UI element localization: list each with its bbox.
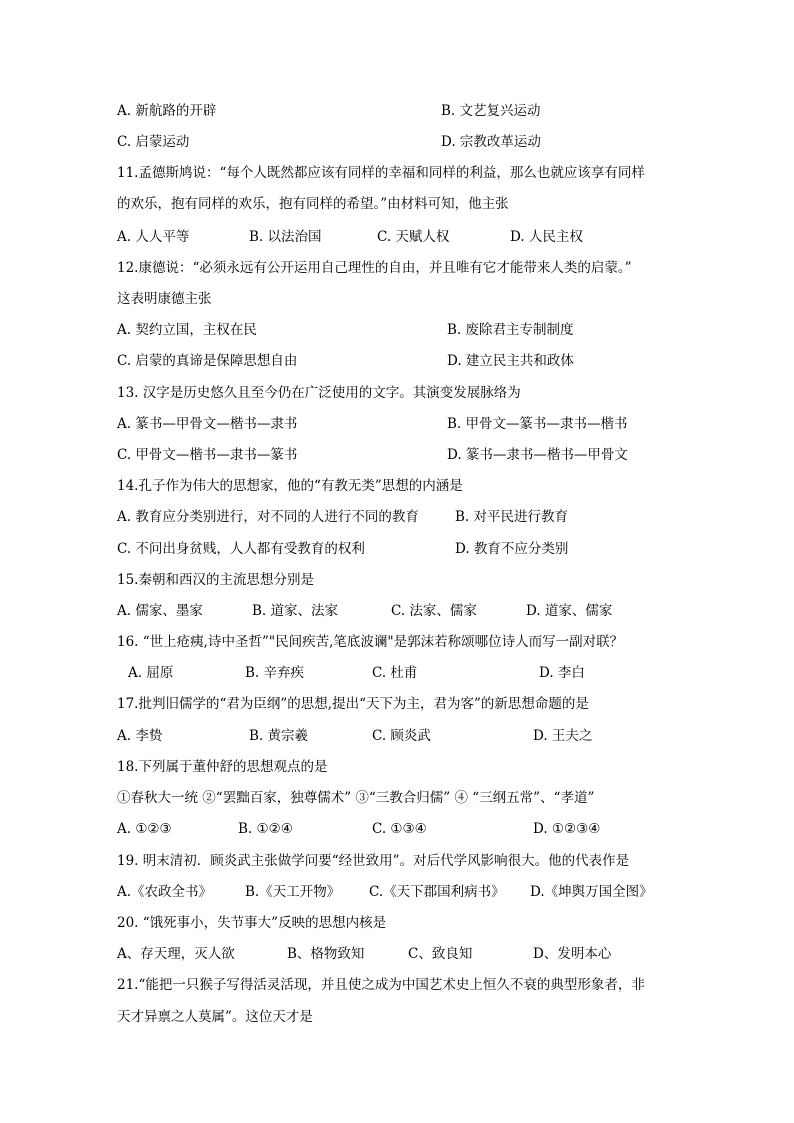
q20-option-c: C、致良知 (408, 946, 473, 962)
q17-option-b: B. 黄宗羲 (249, 728, 309, 744)
q12-option-c: C. 启蒙的真谛是保障思想自由 (117, 353, 298, 369)
q13-option-c: C. 甲骨文—楷书—隶书—篆书 (117, 447, 298, 463)
q12-option-d: D. 建立民主共和政体 (447, 353, 574, 369)
q15-option-d: D. 道家、儒家 (526, 603, 613, 619)
q17-option-a: A. 李贽 (117, 728, 163, 744)
q10-option-a: A. 新航路的开辟 (117, 103, 217, 119)
q16-option-c: C. 杜甫 (372, 665, 418, 681)
q20-option-a: A、存天理，灭人欲 (117, 946, 235, 962)
q17-option-c: C. 顾炎武 (372, 728, 431, 744)
q18-option-d: D. ①②③④ (533, 821, 601, 837)
q19-option-a: A.《农政全书》 (117, 884, 213, 900)
q18-option-a: A. ①②③ (117, 821, 172, 837)
q16-option-b: B. 辛弃疾 (245, 665, 305, 681)
q18-option-c: C. ①③④ (372, 821, 427, 837)
q18-option-b: B. ①②④ (238, 821, 293, 837)
q16-stem: 16. “世上疮痍,诗中圣哲”"民间疾苦,笔底波谰"是郭沫若称颂哪位诗人而写一副对联？ (117, 634, 624, 650)
q21-stem-line1: 21.“能把一只猴子写得活灵活现，并且使之成为中国艺术史上恒久不衰的典型形象者，非 (117, 977, 645, 993)
q15-option-b: B. 道家、法家 (252, 603, 339, 619)
q12-stem-line2: 这表明康德主张 (117, 291, 212, 307)
q11-option-d: D. 人民主权 (510, 229, 583, 245)
q15-stem: 15.秦朝和西汉的主流思想分别是 (117, 572, 314, 588)
q13-option-a: A. 篆书—甲骨文—楷书—隶书 (117, 416, 298, 432)
q11-stem-line2: 的欢乐，抱有同样的欢乐，抱有同样的希望。”由材料可知，他主张 (117, 196, 509, 212)
q16-option-d: D. 李白 (539, 665, 585, 681)
q11-option-b: B. 以法治国 (249, 229, 322, 245)
q14-option-a: A. 教育应分类别进行，对不同的人进行不同的教育 (117, 509, 419, 525)
q10-option-d: D. 宗教改革运动 (441, 134, 541, 150)
q10-option-b: B. 文艺复兴运动 (441, 103, 541, 119)
q12-option-b: B. 废除君主专制制度 (447, 322, 574, 338)
q20-stem: 20. “饿死事小，失节事大”反映的思想内核是 (117, 915, 387, 931)
q16-option-a: A. 屈原 (128, 665, 174, 681)
q18-items: ①春秋大一统 ②“罢黜百家，独尊儒术” ③“三教合归儒” ④ “三纲五常”、“孝道” (117, 790, 595, 806)
q12-option-a: A. 契约立国，主权在民 (117, 322, 257, 338)
q20-option-d: D、发明本心 (533, 946, 612, 962)
q17-option-d: D. 王夫之 (533, 728, 593, 744)
q11-stem-line1: 11.孟德斯鸠说：“每个人既然都应该有同样的幸福和同样的利益，那么也就应该享有同样 (117, 165, 645, 181)
q14-option-b: B. 对平民进行教育 (455, 509, 569, 525)
q19-option-b: B.《天工开物》 (245, 884, 341, 900)
q17-stem: 17.批判旧儒学的“君为臣纲”的思想,提出“天下为主，君为客”的新思想命题的是 (117, 696, 589, 712)
q11-option-a: A. 人人平等 (117, 229, 190, 245)
q19-option-d: D.《坤舆万国全图》 (530, 884, 653, 900)
q19-stem: 19. 明末清初．顾炎武主张做学问要“经世致用”。对后代学风影响很大。他的代表作是 (117, 853, 630, 869)
q12-stem-line1: 12.康德说：“必须永远有公开运用自己理性的自由，并且唯有它才能带来人类的启蒙。” (117, 260, 632, 276)
q10-option-c: C. 启蒙运动 (117, 134, 190, 150)
q21-stem-line2: 天才异禀之人莫属”。这位天才是 (117, 1009, 313, 1025)
q19-option-c: C.《天下郡国利病书》 (369, 884, 505, 900)
q11-option-c: C. 天赋人权 (377, 229, 450, 245)
q18-stem: 18.下列属于董仲舒的思想观点的是 (117, 759, 328, 775)
q15-option-a: A. 儒家、墨家 (117, 603, 203, 619)
q15-option-c: C. 法家、儒家 (391, 603, 477, 619)
q14-stem: 14.孔子作为伟大的思想家，他的“有教无类”思想的内涵是 (117, 478, 463, 494)
q13-stem: 13. 汉字是历史悠久且至今仍在广泛使用的文字。其演变发展脉络为 (117, 385, 521, 401)
q14-option-d: D. 教育不应分类别 (455, 541, 569, 557)
q13-option-d: D. 篆书—隶书—楷书—甲骨文 (447, 447, 628, 463)
q13-option-b: B. 甲骨文—篆书—隶书—楷书 (447, 416, 628, 432)
q14-option-c: C. 不问出身贫贱，人人都有受教育的权利 (117, 541, 365, 557)
q20-option-b: B、格物致知 (287, 946, 365, 962)
